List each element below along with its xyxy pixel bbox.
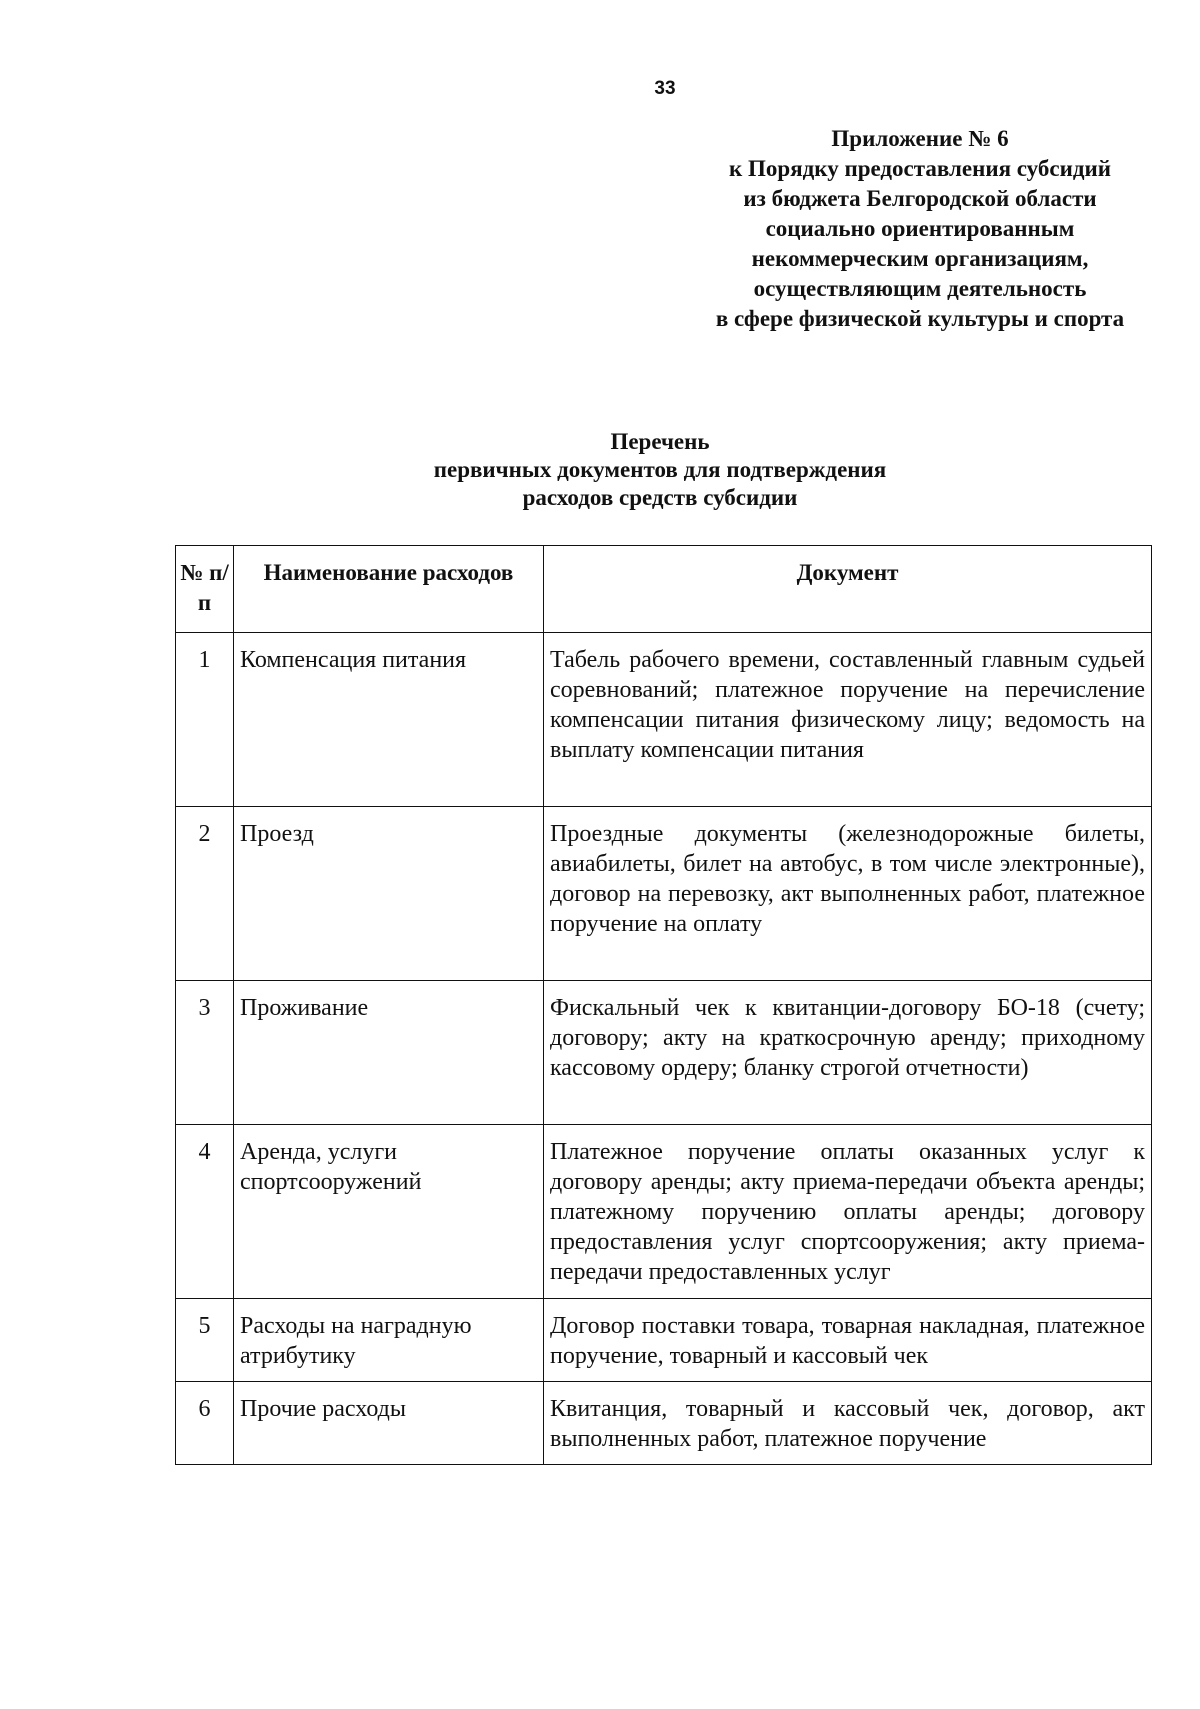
row-num: 5: [176, 1299, 234, 1382]
appendix-line: в сфере физической культуры и спорта: [715, 306, 1125, 331]
row-doc: Табель рабочего времени, составленный главным судьей соревнований; платежное поручение на перечисление компенсации питания физическому лицу; ведомость на выплату компенсации питания: [544, 633, 1152, 807]
table-row: [176, 633, 1152, 807]
row-name: Аренда, услуги спортсооружений: [234, 1125, 544, 1299]
row-name: Прочие расходы: [234, 1382, 544, 1465]
appendix-line: социально ориентированным: [765, 216, 1075, 241]
title-line: Перечень: [610, 429, 710, 454]
row-doc: Проездные документы (железнодорожные билеты, авиабилеты, билет на автобус, в том числе электронные), договор на перевозку, акт выполненных работ, платежное поручение на оплату: [544, 807, 1152, 981]
header-num: № п/п: [176, 546, 234, 633]
table-row: [176, 1125, 1152, 1299]
row-num: 3: [176, 981, 234, 1125]
row-doc: Фискальный чек к квитанции-договору БО-18 (счету; договору; акту на краткосрочную аренду; приходному кассовому ордеру; бланку строгой отчетности): [544, 981, 1152, 1125]
header-name: Наименование расходов: [234, 546, 544, 633]
table-row: [176, 1299, 1152, 1382]
row-num: 2: [176, 807, 234, 981]
table-row: [176, 1382, 1152, 1465]
row-name: Компенсация питания: [234, 633, 544, 807]
row-num: 1: [176, 633, 234, 807]
row-name: Проезд: [234, 807, 544, 981]
title-line: первичных документов для подтверждения: [433, 457, 887, 482]
document-title: [360, 428, 960, 512]
appendix-line: некоммерческим организациям,: [751, 246, 1089, 271]
row-doc: Платежное поручение оплаты оказанных услуг к договору аренды; акту приема-передачи объекта аренды; платежному поручению оплаты аренды; договору предоставления услуг спортсооружения; акту приема-передачи предоставленных услуг: [544, 1125, 1152, 1299]
header-doc: Документ: [544, 546, 1152, 633]
table-row: [176, 981, 1152, 1125]
table-header-row: [176, 546, 1152, 633]
appendix-header: [640, 124, 1200, 334]
row-doc: Договор поставки товара, товарная накладная, платежное поручение, товарный и кассовый чек: [544, 1299, 1152, 1382]
page-number: 33: [654, 78, 676, 99]
appendix-line: Приложение № 6: [831, 126, 1009, 151]
documents-table: [175, 545, 1152, 1465]
appendix-line: к Порядку предоставления субсидий: [729, 156, 1111, 181]
table-row: [176, 807, 1152, 981]
appendix-line: осуществляющим деятельность: [753, 276, 1087, 301]
row-doc: Квитанция, товарный и кассовый чек, договор, акт выполненных работ, платежное поручение: [544, 1382, 1152, 1465]
row-name: Расходы на наградную атрибутику: [234, 1299, 544, 1382]
row-num: 4: [176, 1125, 234, 1299]
row-num: 6: [176, 1382, 234, 1465]
row-name: Проживание: [234, 981, 544, 1125]
title-line: расходов средств субсидии: [522, 485, 798, 510]
appendix-line: из бюджета Белгородской области: [743, 186, 1097, 211]
